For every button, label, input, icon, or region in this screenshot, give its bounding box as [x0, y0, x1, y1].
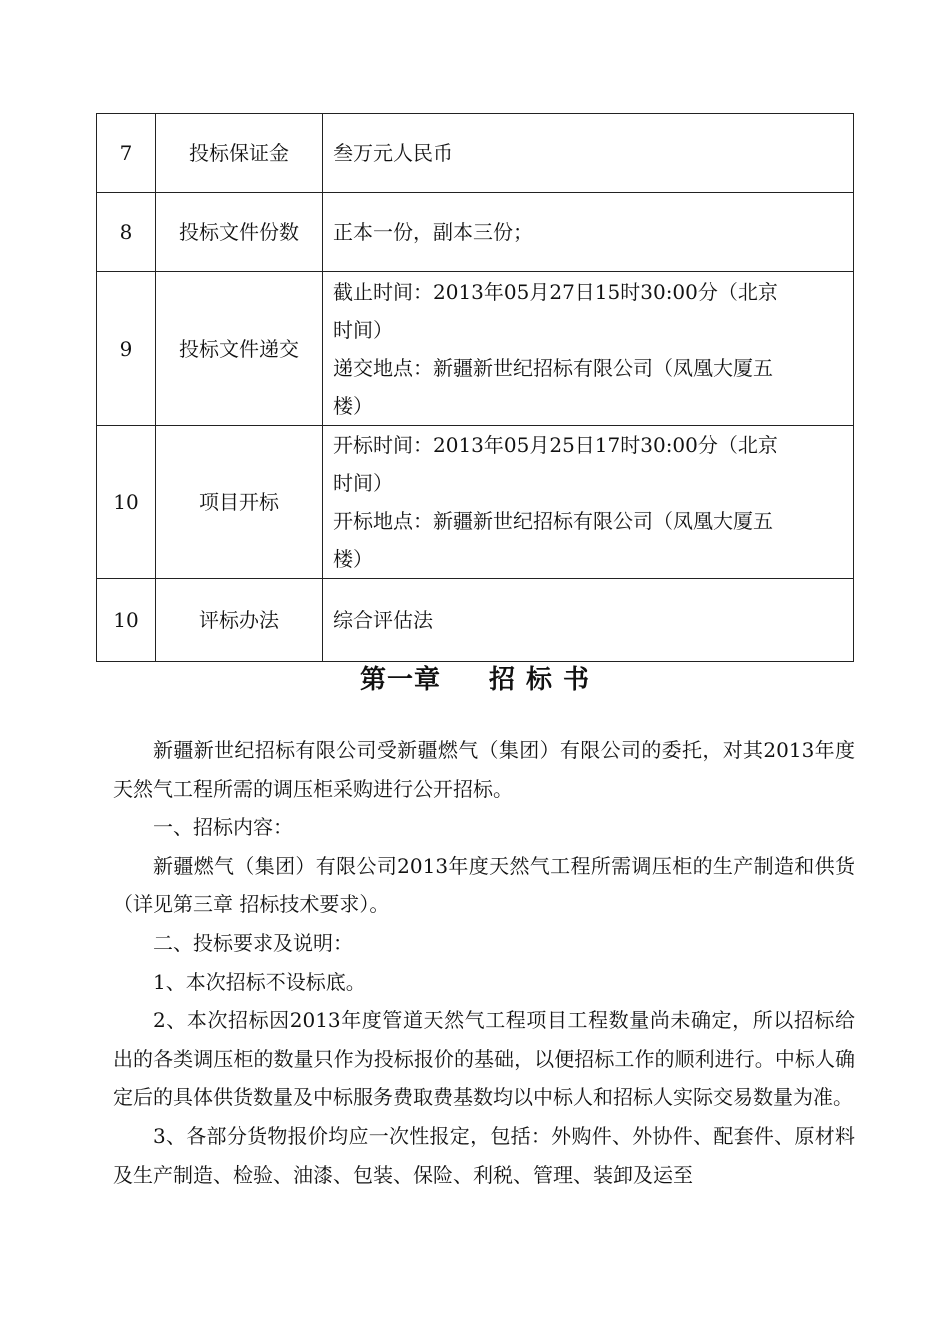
table-row: [97, 579, 854, 662]
paragraph: 3、各部分货物报价均应一次性报定，包括：外购件、外协件、配套件、原材料及生产制造、检验、油漆、包装、保险、利税、管理、装卸及运至: [113, 1123, 855, 1187]
row-number: 9: [97, 272, 156, 426]
table-row: [97, 272, 854, 426]
row-item: 项目开标: [156, 426, 323, 579]
paragraph: 新疆燃气（集团）有限公司2013年度天然气工程所需调压柜的生产制造和供货（详见第三章 招标技术要求）。: [113, 853, 855, 917]
content-line: 截止时间：2013年05月27日15时30:00分（北京: [333, 279, 778, 304]
row-item: 评标办法: [156, 579, 323, 662]
row-number: 7: [97, 114, 156, 193]
row-content: [323, 193, 854, 272]
content-line: 正本一份，副本三份；: [333, 220, 533, 244]
row-content: [323, 272, 854, 426]
row-content: [323, 114, 854, 193]
table-row: [97, 114, 854, 193]
chapter-label: 第一章: [359, 665, 441, 695]
row-item: 投标文件份数: [156, 193, 323, 272]
paragraph: 二、投标要求及说明：: [153, 930, 353, 955]
content-line: 递交地点：新疆新世纪招标有限公司（凤凰大厦五: [333, 355, 773, 380]
paragraph: 2、本次招标因2013年度管道天然气工程项目工程数量尚未确定，所以招标给出的各类调压柜的数量只作为投标报价的基础，以便招标工作的顺利进行。中标人确定后的具体供货数量及中标服务费取费基数均以中标人和招标人实际交易数量为准。: [113, 1008, 855, 1110]
content-line: 叁万元人民币: [333, 141, 453, 165]
row-item: 投标文件递交: [156, 272, 323, 426]
row-number: 8: [97, 193, 156, 272]
body-text: [113, 731, 855, 1194]
content-line: 楼）: [333, 393, 373, 418]
paragraph: 新疆新世纪招标有限公司受新疆燃气（集团）有限公司的委托，对其2013年度天然气工程所需的调压柜采购进行公开招标。: [113, 738, 855, 801]
row-item: 投标保证金: [156, 114, 323, 193]
row-content: [323, 426, 854, 579]
table-row: [97, 426, 854, 579]
chapter-title: 招 标 书: [488, 665, 591, 695]
content-line: 楼）: [333, 547, 373, 571]
row-number: 10: [97, 426, 156, 579]
content-line: 时间）: [333, 471, 393, 495]
content-line: 综合评估法: [333, 608, 433, 632]
row-content: [323, 579, 854, 662]
chapter-heading: [0, 660, 950, 700]
paragraph: 一、招标内容：: [153, 815, 293, 840]
paragraph: 1、本次招标不设标底。: [153, 969, 366, 994]
row-number: 10: [97, 579, 156, 662]
content-line: 开标地点：新疆新世纪招标有限公司（凤凰大厦五: [333, 509, 773, 533]
content-line: 开标时间：2013年05月25日17时30:00分（北京: [333, 433, 778, 457]
bid-info-table: [96, 113, 854, 662]
table-row: [97, 193, 854, 272]
content-line: 时间）: [333, 317, 393, 342]
